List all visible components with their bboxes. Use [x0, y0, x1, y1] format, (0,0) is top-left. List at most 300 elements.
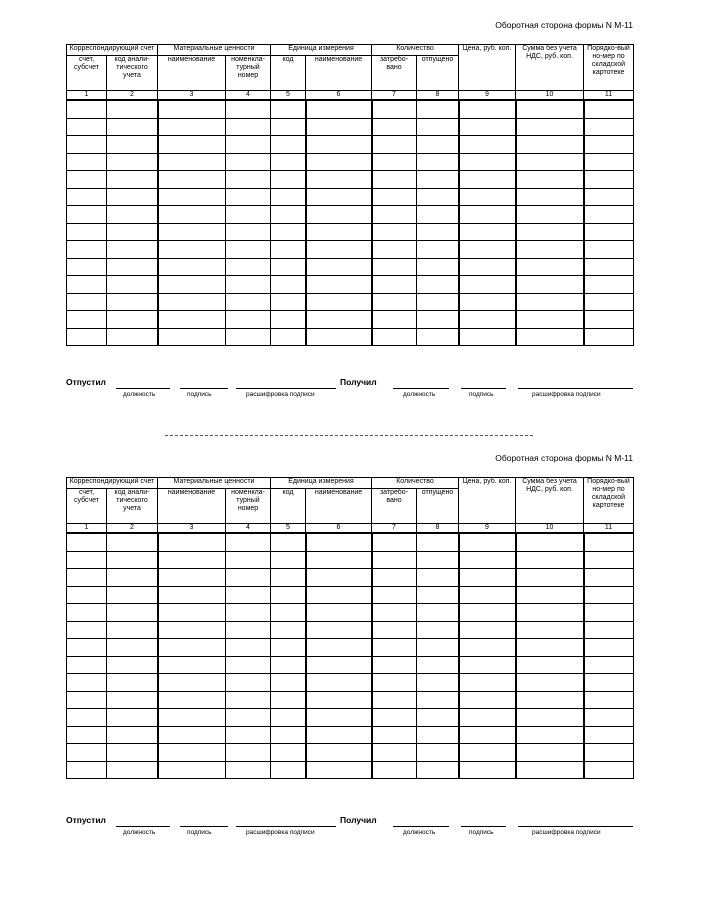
table-cell[interactable] — [584, 674, 634, 692]
table-cell[interactable] — [372, 726, 417, 744]
table-cell[interactable] — [271, 621, 306, 639]
table-cell[interactable] — [67, 171, 107, 189]
received-signature-line[interactable] — [461, 388, 506, 389]
table-cell[interactable] — [584, 328, 634, 346]
table-cell[interactable] — [584, 276, 634, 294]
table-cell[interactable] — [516, 241, 584, 259]
table-cell[interactable] — [372, 709, 417, 727]
table-cell[interactable] — [107, 656, 158, 674]
table-cell[interactable] — [271, 311, 306, 329]
table-cell[interactable] — [306, 639, 372, 657]
table-cell[interactable] — [306, 586, 372, 604]
table-cell[interactable] — [271, 551, 306, 569]
table-cell[interactable] — [372, 744, 417, 762]
table-cell[interactable] — [417, 223, 459, 241]
table-cell[interactable] — [107, 586, 158, 604]
table-cell[interactable] — [271, 533, 306, 551]
table-cell[interactable] — [158, 188, 226, 206]
table-cell[interactable] — [372, 311, 417, 329]
table-cell[interactable] — [158, 118, 226, 136]
table-cell[interactable] — [584, 153, 634, 171]
table-cell[interactable] — [271, 744, 306, 762]
table-cell[interactable] — [158, 311, 226, 329]
table-cell[interactable] — [226, 533, 271, 551]
table-cell[interactable] — [271, 586, 306, 604]
table-cell[interactable] — [417, 293, 459, 311]
table-cell[interactable] — [107, 311, 158, 329]
table-cell[interactable] — [306, 674, 372, 692]
table-cell[interactable] — [516, 639, 584, 657]
table-cell[interactable] — [459, 726, 516, 744]
table-cell[interactable] — [67, 118, 107, 136]
table-cell[interactable] — [226, 188, 271, 206]
table-cell[interactable] — [417, 639, 459, 657]
table-cell[interactable] — [584, 258, 634, 276]
table-cell[interactable] — [158, 293, 226, 311]
table-cell[interactable] — [107, 171, 158, 189]
table-cell[interactable] — [158, 586, 226, 604]
table-cell[interactable] — [584, 604, 634, 622]
table-cell[interactable] — [226, 206, 271, 224]
table-cell[interactable] — [67, 604, 107, 622]
table-cell[interactable] — [459, 241, 516, 259]
table-cell[interactable] — [226, 744, 271, 762]
table-cell[interactable] — [417, 621, 459, 639]
table-cell[interactable] — [226, 551, 271, 569]
table-cell[interactable] — [226, 171, 271, 189]
table-cell[interactable] — [584, 533, 634, 551]
table-cell[interactable] — [67, 586, 107, 604]
table-cell[interactable] — [158, 100, 226, 118]
table-cell[interactable] — [372, 674, 417, 692]
table-cell[interactable] — [67, 639, 107, 657]
table-cell[interactable] — [306, 153, 372, 171]
table-cell[interactable] — [584, 171, 634, 189]
table-cell[interactable] — [516, 709, 584, 727]
table-cell[interactable] — [107, 136, 158, 154]
table-cell[interactable] — [372, 100, 417, 118]
table-cell[interactable] — [459, 100, 516, 118]
table-cell[interactable] — [459, 533, 516, 551]
table-cell[interactable] — [459, 188, 516, 206]
table-cell[interactable] — [417, 171, 459, 189]
table-cell[interactable] — [417, 761, 459, 779]
table-cell[interactable] — [226, 639, 271, 657]
table-cell[interactable] — [226, 569, 271, 587]
table-cell[interactable] — [158, 726, 226, 744]
table-cell[interactable] — [107, 276, 158, 294]
table-cell[interactable] — [372, 533, 417, 551]
table-cell[interactable] — [226, 223, 271, 241]
table-cell[interactable] — [459, 604, 516, 622]
table-cell[interactable] — [372, 241, 417, 259]
table-cell[interactable] — [516, 691, 584, 709]
table-cell[interactable] — [417, 276, 459, 294]
table-cell[interactable] — [107, 241, 158, 259]
table-cell[interactable] — [306, 206, 372, 224]
table-cell[interactable] — [372, 136, 417, 154]
table-cell[interactable] — [417, 744, 459, 762]
table-cell[interactable] — [459, 586, 516, 604]
table-cell[interactable] — [306, 276, 372, 294]
table-cell[interactable] — [67, 674, 107, 692]
table-cell[interactable] — [459, 223, 516, 241]
table-cell[interactable] — [584, 569, 634, 587]
table-cell[interactable] — [271, 206, 306, 224]
table-cell[interactable] — [516, 551, 584, 569]
table-cell[interactable] — [459, 118, 516, 136]
table-cell[interactable] — [271, 241, 306, 259]
table-cell[interactable] — [271, 136, 306, 154]
table-cell[interactable] — [516, 656, 584, 674]
table-cell[interactable] — [226, 674, 271, 692]
table-cell[interactable] — [158, 569, 226, 587]
table-cell[interactable] — [271, 188, 306, 206]
table-cell[interactable] — [417, 569, 459, 587]
table-cell[interactable] — [226, 100, 271, 118]
table-cell[interactable] — [459, 206, 516, 224]
table-cell[interactable] — [584, 761, 634, 779]
table-cell[interactable] — [107, 639, 158, 657]
table-cell[interactable] — [271, 118, 306, 136]
table-cell[interactable] — [67, 223, 107, 241]
released-decoding-line[interactable] — [236, 388, 336, 389]
released-signature-line[interactable] — [180, 388, 228, 389]
table-cell[interactable] — [271, 328, 306, 346]
table-cell[interactable] — [516, 726, 584, 744]
table-cell[interactable] — [67, 656, 107, 674]
table-cell[interactable] — [459, 639, 516, 657]
table-cell[interactable] — [306, 188, 372, 206]
table-cell[interactable] — [271, 674, 306, 692]
table-cell[interactable] — [417, 604, 459, 622]
released-signature-line[interactable] — [180, 826, 228, 827]
table-cell[interactable] — [306, 726, 372, 744]
table-cell[interactable] — [226, 118, 271, 136]
table-cell[interactable] — [158, 761, 226, 779]
table-cell[interactable] — [372, 569, 417, 587]
table-cell[interactable] — [226, 136, 271, 154]
received-position-line[interactable] — [393, 388, 449, 389]
table-cell[interactable] — [271, 604, 306, 622]
table-cell[interactable] — [459, 136, 516, 154]
table-cell[interactable] — [417, 586, 459, 604]
table-cell[interactable] — [584, 293, 634, 311]
table-cell[interactable] — [226, 293, 271, 311]
table-cell[interactable] — [584, 206, 634, 224]
table-cell[interactable] — [516, 674, 584, 692]
table-cell[interactable] — [584, 311, 634, 329]
table-cell[interactable] — [107, 709, 158, 727]
table-cell[interactable] — [107, 328, 158, 346]
table-cell[interactable] — [584, 691, 634, 709]
table-cell[interactable] — [306, 691, 372, 709]
released-decoding-line[interactable] — [236, 826, 336, 827]
table-cell[interactable] — [271, 726, 306, 744]
table-cell[interactable] — [459, 258, 516, 276]
table-cell[interactable] — [372, 656, 417, 674]
table-cell[interactable] — [372, 153, 417, 171]
table-cell[interactable] — [516, 136, 584, 154]
table-cell[interactable] — [107, 100, 158, 118]
table-cell[interactable] — [271, 293, 306, 311]
table-cell[interactable] — [306, 656, 372, 674]
table-cell[interactable] — [271, 656, 306, 674]
released-position-line[interactable] — [116, 826, 170, 827]
table-cell[interactable] — [67, 136, 107, 154]
table-cell[interactable] — [459, 709, 516, 727]
table-cell[interactable] — [67, 744, 107, 762]
table-cell[interactable] — [306, 533, 372, 551]
table-cell[interactable] — [107, 674, 158, 692]
table-cell[interactable] — [226, 276, 271, 294]
table-cell[interactable] — [516, 188, 584, 206]
table-cell[interactable] — [584, 118, 634, 136]
table-cell[interactable] — [459, 744, 516, 762]
table-cell[interactable] — [158, 153, 226, 171]
table-cell[interactable] — [516, 258, 584, 276]
table-cell[interactable] — [584, 241, 634, 259]
table-cell[interactable] — [226, 153, 271, 171]
table-cell[interactable] — [67, 258, 107, 276]
released-position-line[interactable] — [116, 388, 170, 389]
table-cell[interactable] — [271, 276, 306, 294]
table-cell[interactable] — [417, 551, 459, 569]
table-cell[interactable] — [107, 188, 158, 206]
table-cell[interactable] — [226, 241, 271, 259]
table-cell[interactable] — [306, 744, 372, 762]
table-cell[interactable] — [226, 761, 271, 779]
table-cell[interactable] — [372, 621, 417, 639]
table-cell[interactable] — [417, 691, 459, 709]
table-cell[interactable] — [107, 551, 158, 569]
table-cell[interactable] — [107, 258, 158, 276]
table-cell[interactable] — [372, 551, 417, 569]
table-cell[interactable] — [67, 533, 107, 551]
table-cell[interactable] — [516, 276, 584, 294]
table-cell[interactable] — [372, 691, 417, 709]
table-cell[interactable] — [372, 276, 417, 294]
table-cell[interactable] — [516, 761, 584, 779]
table-cell[interactable] — [107, 118, 158, 136]
table-cell[interactable] — [417, 100, 459, 118]
table-cell[interactable] — [67, 569, 107, 587]
table-cell[interactable] — [158, 276, 226, 294]
table-cell[interactable] — [271, 100, 306, 118]
table-cell[interactable] — [67, 621, 107, 639]
table-cell[interactable] — [372, 118, 417, 136]
table-cell[interactable] — [516, 293, 584, 311]
table-cell[interactable] — [372, 328, 417, 346]
table-cell[interactable] — [584, 551, 634, 569]
table-cell[interactable] — [584, 656, 634, 674]
received-position-line[interactable] — [393, 826, 449, 827]
table-cell[interactable] — [306, 223, 372, 241]
table-cell[interactable] — [516, 118, 584, 136]
table-cell[interactable] — [271, 258, 306, 276]
table-cell[interactable] — [306, 171, 372, 189]
table-cell[interactable] — [372, 293, 417, 311]
table-cell[interactable] — [306, 604, 372, 622]
table-cell[interactable] — [372, 188, 417, 206]
table-cell[interactable] — [226, 709, 271, 727]
table-cell[interactable] — [306, 258, 372, 276]
table-cell[interactable] — [372, 171, 417, 189]
table-cell[interactable] — [417, 241, 459, 259]
table-cell[interactable] — [516, 569, 584, 587]
table-cell[interactable] — [107, 569, 158, 587]
table-cell[interactable] — [67, 206, 107, 224]
table-cell[interactable] — [516, 328, 584, 346]
received-decoding-line[interactable] — [518, 826, 633, 827]
table-cell[interactable] — [271, 691, 306, 709]
table-cell[interactable] — [107, 293, 158, 311]
table-cell[interactable] — [417, 206, 459, 224]
table-cell[interactable] — [372, 604, 417, 622]
table-cell[interactable] — [107, 223, 158, 241]
table-cell[interactable] — [226, 604, 271, 622]
table-cell[interactable] — [417, 118, 459, 136]
table-cell[interactable] — [271, 761, 306, 779]
table-cell[interactable] — [417, 188, 459, 206]
table-cell[interactable] — [226, 691, 271, 709]
table-cell[interactable] — [306, 709, 372, 727]
table-cell[interactable] — [516, 171, 584, 189]
table-cell[interactable] — [67, 311, 107, 329]
table-cell[interactable] — [271, 709, 306, 727]
table-cell[interactable] — [372, 639, 417, 657]
table-cell[interactable] — [158, 691, 226, 709]
table-cell[interactable] — [459, 328, 516, 346]
table-cell[interactable] — [67, 153, 107, 171]
table-cell[interactable] — [67, 726, 107, 744]
table-cell[interactable] — [107, 533, 158, 551]
table-cell[interactable] — [158, 621, 226, 639]
table-cell[interactable] — [271, 171, 306, 189]
table-cell[interactable] — [372, 258, 417, 276]
table-cell[interactable] — [226, 656, 271, 674]
table-cell[interactable] — [584, 100, 634, 118]
table-cell[interactable] — [417, 328, 459, 346]
table-cell[interactable] — [158, 223, 226, 241]
table-cell[interactable] — [459, 276, 516, 294]
table-cell[interactable] — [226, 621, 271, 639]
table-cell[interactable] — [584, 744, 634, 762]
table-cell[interactable] — [67, 276, 107, 294]
table-cell[interactable] — [417, 153, 459, 171]
table-cell[interactable] — [271, 153, 306, 171]
table-cell[interactable] — [584, 223, 634, 241]
table-cell[interactable] — [306, 551, 372, 569]
received-signature-line[interactable] — [461, 826, 506, 827]
table-cell[interactable] — [67, 188, 107, 206]
table-cell[interactable] — [107, 691, 158, 709]
table-cell[interactable] — [226, 328, 271, 346]
table-cell[interactable] — [158, 674, 226, 692]
table-cell[interactable] — [306, 621, 372, 639]
table-cell[interactable] — [107, 621, 158, 639]
table-cell[interactable] — [306, 118, 372, 136]
table-cell[interactable] — [584, 586, 634, 604]
table-cell[interactable] — [158, 551, 226, 569]
table-cell[interactable] — [271, 569, 306, 587]
table-cell[interactable] — [459, 153, 516, 171]
table-cell[interactable] — [271, 223, 306, 241]
table-cell[interactable] — [516, 533, 584, 551]
table-cell[interactable] — [516, 311, 584, 329]
table-cell[interactable] — [459, 674, 516, 692]
table-cell[interactable] — [417, 726, 459, 744]
table-cell[interactable] — [306, 569, 372, 587]
table-cell[interactable] — [459, 621, 516, 639]
table-cell[interactable] — [107, 761, 158, 779]
table-cell[interactable] — [271, 639, 306, 657]
table-cell[interactable] — [459, 761, 516, 779]
table-cell[interactable] — [417, 533, 459, 551]
table-cell[interactable] — [516, 153, 584, 171]
table-cell[interactable] — [158, 171, 226, 189]
table-cell[interactable] — [459, 293, 516, 311]
table-cell[interactable] — [158, 241, 226, 259]
table-cell[interactable] — [516, 223, 584, 241]
table-cell[interactable] — [372, 761, 417, 779]
table-cell[interactable] — [226, 586, 271, 604]
table-cell[interactable] — [158, 744, 226, 762]
table-cell[interactable] — [459, 551, 516, 569]
table-cell[interactable] — [226, 726, 271, 744]
table-cell[interactable] — [158, 533, 226, 551]
table-cell[interactable] — [306, 293, 372, 311]
table-cell[interactable] — [226, 311, 271, 329]
table-cell[interactable] — [158, 639, 226, 657]
table-cell[interactable] — [584, 726, 634, 744]
table-cell[interactable] — [516, 621, 584, 639]
table-cell[interactable] — [372, 223, 417, 241]
table-cell[interactable] — [516, 744, 584, 762]
table-cell[interactable] — [67, 100, 107, 118]
table-cell[interactable] — [584, 621, 634, 639]
table-cell[interactable] — [306, 311, 372, 329]
table-cell[interactable] — [584, 709, 634, 727]
table-cell[interactable] — [226, 258, 271, 276]
table-cell[interactable] — [67, 293, 107, 311]
received-decoding-line[interactable] — [518, 388, 633, 389]
table-cell[interactable] — [67, 551, 107, 569]
table-cell[interactable] — [516, 206, 584, 224]
table-cell[interactable] — [67, 709, 107, 727]
table-cell[interactable] — [158, 206, 226, 224]
table-cell[interactable] — [417, 656, 459, 674]
table-cell[interactable] — [306, 328, 372, 346]
table-cell[interactable] — [107, 604, 158, 622]
table-cell[interactable] — [584, 639, 634, 657]
table-cell[interactable] — [372, 586, 417, 604]
table-cell[interactable] — [584, 136, 634, 154]
table-cell[interactable] — [516, 604, 584, 622]
table-cell[interactable] — [306, 761, 372, 779]
table-cell[interactable] — [417, 258, 459, 276]
table-cell[interactable] — [158, 656, 226, 674]
table-cell[interactable] — [417, 311, 459, 329]
table-cell[interactable] — [107, 153, 158, 171]
table-cell[interactable] — [459, 691, 516, 709]
table-cell[interactable] — [158, 258, 226, 276]
table-cell[interactable] — [516, 586, 584, 604]
table-cell[interactable] — [459, 656, 516, 674]
table-cell[interactable] — [158, 709, 226, 727]
table-cell[interactable] — [67, 761, 107, 779]
table-cell[interactable] — [417, 674, 459, 692]
